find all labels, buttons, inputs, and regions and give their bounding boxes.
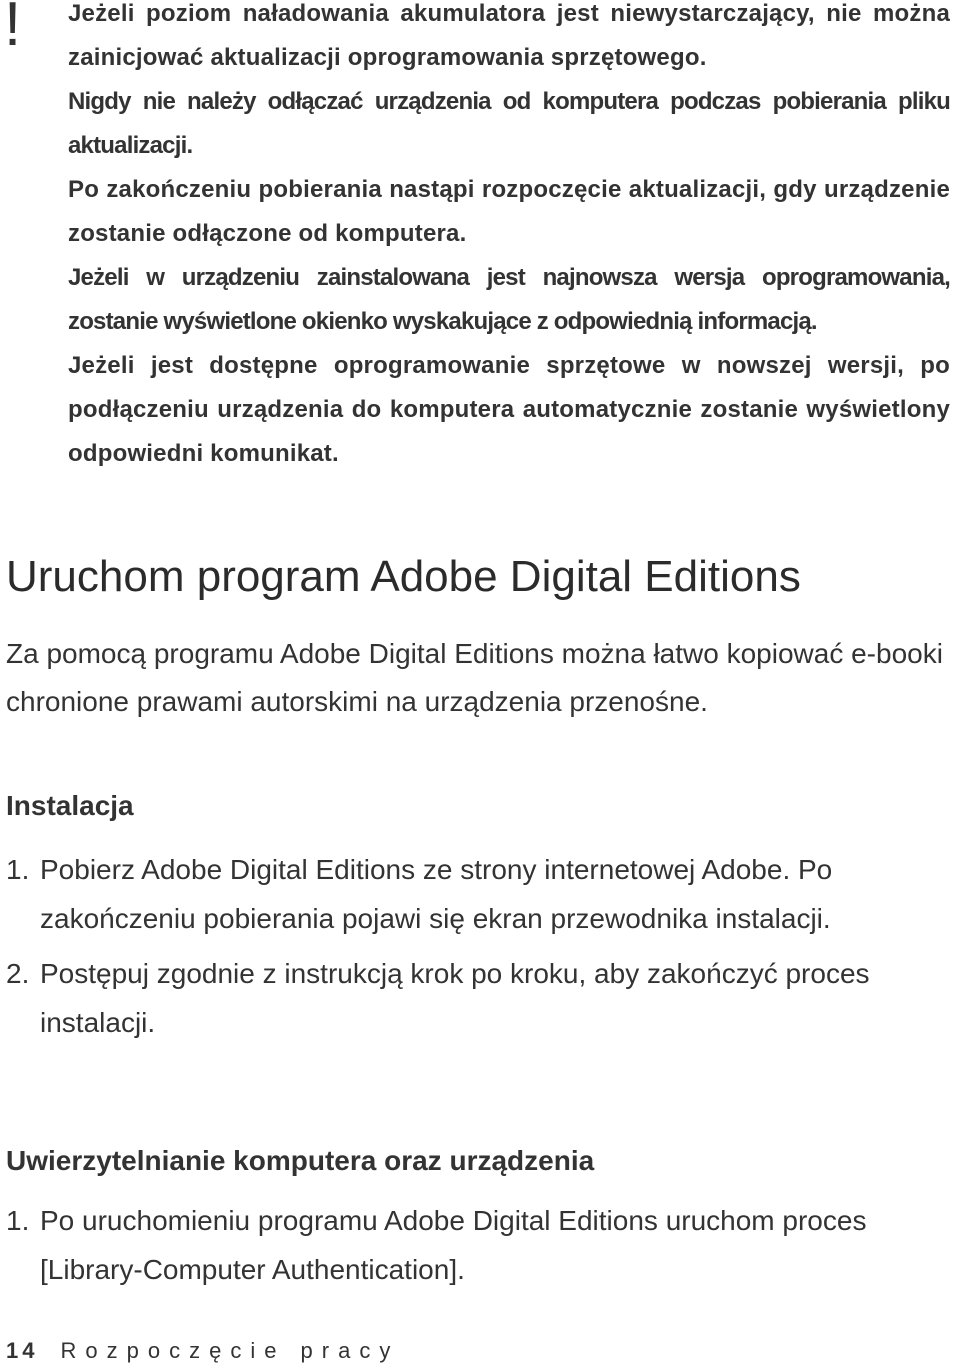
running-title: Rozpoczęcie pracy — [60, 1338, 400, 1363]
step-number: 1. — [6, 1205, 30, 1236]
warning-note — [68, 0, 950, 476]
warning-paragraph-disconnect: Nigdy nie należy odłączać urządzenia od komputera podczas pobierania pliku aktualizacji. — [68, 88, 950, 159]
warning-paragraph-latest-version: Jeżeli w urządzeniu zainstalowana jest najnowsza wersja oprogramowania, zostanie wyświetlone okienko wyskakujące z odpowiednią informacją. — [68, 264, 950, 335]
warning-paragraph-update-start: Po zakończeniu pobierania nastąpi rozpoczęcie aktualizacji, gdy urządzenie zostanie odłączone od komputera. — [68, 176, 950, 247]
step-number: 2. — [6, 958, 30, 989]
step-number: 1. — [6, 854, 30, 885]
step-text: Po uruchomieniu programu Adobe Digital Editions uruchom proces [Library-Computer Authentication]. — [40, 1205, 867, 1285]
step-text: Postępuj zgodnie z instrukcją krok po kroku, aby zakończyć proces instalacji. — [40, 958, 870, 1038]
section-intro: Za pomocą programu Adobe Digital Editions można łatwo kopiować e-booki chronione prawami autorskimi na urządzenia przenośne. — [6, 638, 943, 717]
page-footer — [6, 1338, 399, 1364]
installation-heading: Instalacja — [6, 790, 134, 821]
warning-icon: ! — [4, 0, 22, 59]
list-item — [6, 845, 956, 943]
list-item — [6, 949, 956, 1047]
authentication-heading: Uwierzytelnianie komputera oraz urządzenia — [6, 1145, 595, 1176]
warning-paragraph-new-firmware: Jeżeli jest dostępne oprogramowanie sprzętowe w nowszej wersji, po podłączeniu urządzenia do komputera automatycznie zostanie wyświetlony odpowiedni komunikat. — [68, 352, 950, 467]
section-title: Uruchom program Adobe Digital Editions — [6, 552, 801, 601]
list-item — [6, 1196, 956, 1294]
installation-steps — [6, 845, 956, 1047]
page-number: 14 — [6, 1338, 39, 1363]
authentication-steps — [6, 1196, 956, 1294]
warning-paragraph-battery: Jeżeli poziom naładowania akumulatora jest niewystarczający, nie można zainicjować aktualizacji oprogramowania sprzętowego. — [68, 0, 950, 71]
step-text: Pobierz Adobe Digital Editions ze strony internetowej Adobe. Po zakończeniu pobierania pojawi się ekran przewodnika instalacji. — [40, 854, 833, 934]
